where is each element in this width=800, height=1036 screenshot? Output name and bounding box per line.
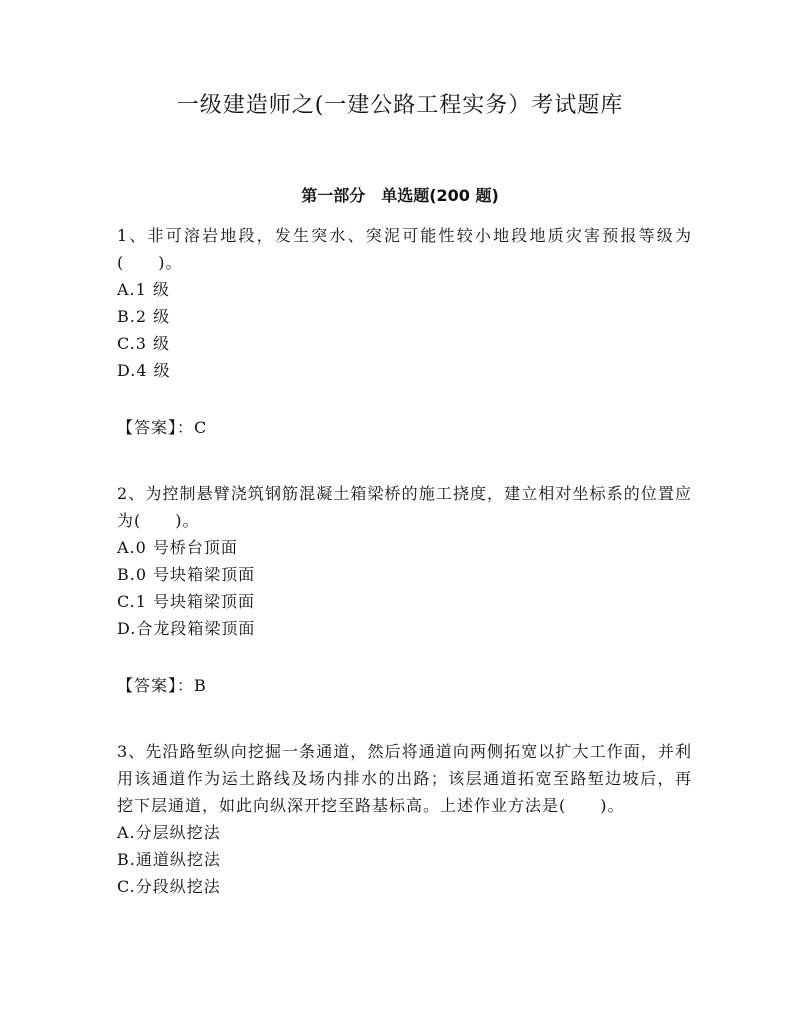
option-d: D.4 级 (117, 361, 171, 380)
option-c: C.1 号块箱梁顶面 (117, 592, 256, 611)
option-list (117, 534, 692, 642)
option-a: A.分层纵挖法 (117, 823, 221, 842)
option-list (117, 276, 692, 384)
option-c: C.分段纵挖法 (117, 877, 221, 896)
document-title: 一级建造师之(一建公路工程实务）考试题库 (176, 93, 624, 118)
answer-line: 【答案】：B (117, 676, 207, 695)
question-item (117, 480, 692, 695)
section-title: 第一部分 单选题(200 题) (301, 186, 499, 205)
option-a: A.0 号桥台顶面 (117, 538, 238, 557)
question-stem: 2、为控制悬臂浇筑钢筋混凝土箱梁桥的施工挠度，建立相对坐标系的位置应为( )。 (117, 484, 692, 530)
option-b: B.0 号块箱梁顶面 (117, 565, 256, 584)
question-stem: 3、先沿路堑纵向挖掘一条通道，然后将通道向两侧拓宽以扩大工作面，并利用该通道作为运土路线及场内排水的出路；该层通道拓宽至路堑边坡后，再挖下层通道，如此向纵深开挖至路基标高。上述作业方法是( )。 (117, 742, 692, 815)
option-a: A.1 级 (117, 280, 170, 299)
option-b: B.2 级 (117, 307, 171, 326)
option-d: D.合龙段箱梁顶面 (117, 619, 256, 638)
answer-line: 【答案】：C (117, 418, 208, 437)
option-list (117, 819, 692, 900)
option-c: C.3 级 (117, 334, 171, 353)
question-item (117, 222, 692, 437)
question-stem: 1、非可溶岩地段，发生突水、突泥可能性较小地段地质灾害预报等级为( )。 (117, 226, 692, 272)
question-item (117, 738, 692, 900)
option-b: B.通道纵挖法 (117, 850, 221, 869)
